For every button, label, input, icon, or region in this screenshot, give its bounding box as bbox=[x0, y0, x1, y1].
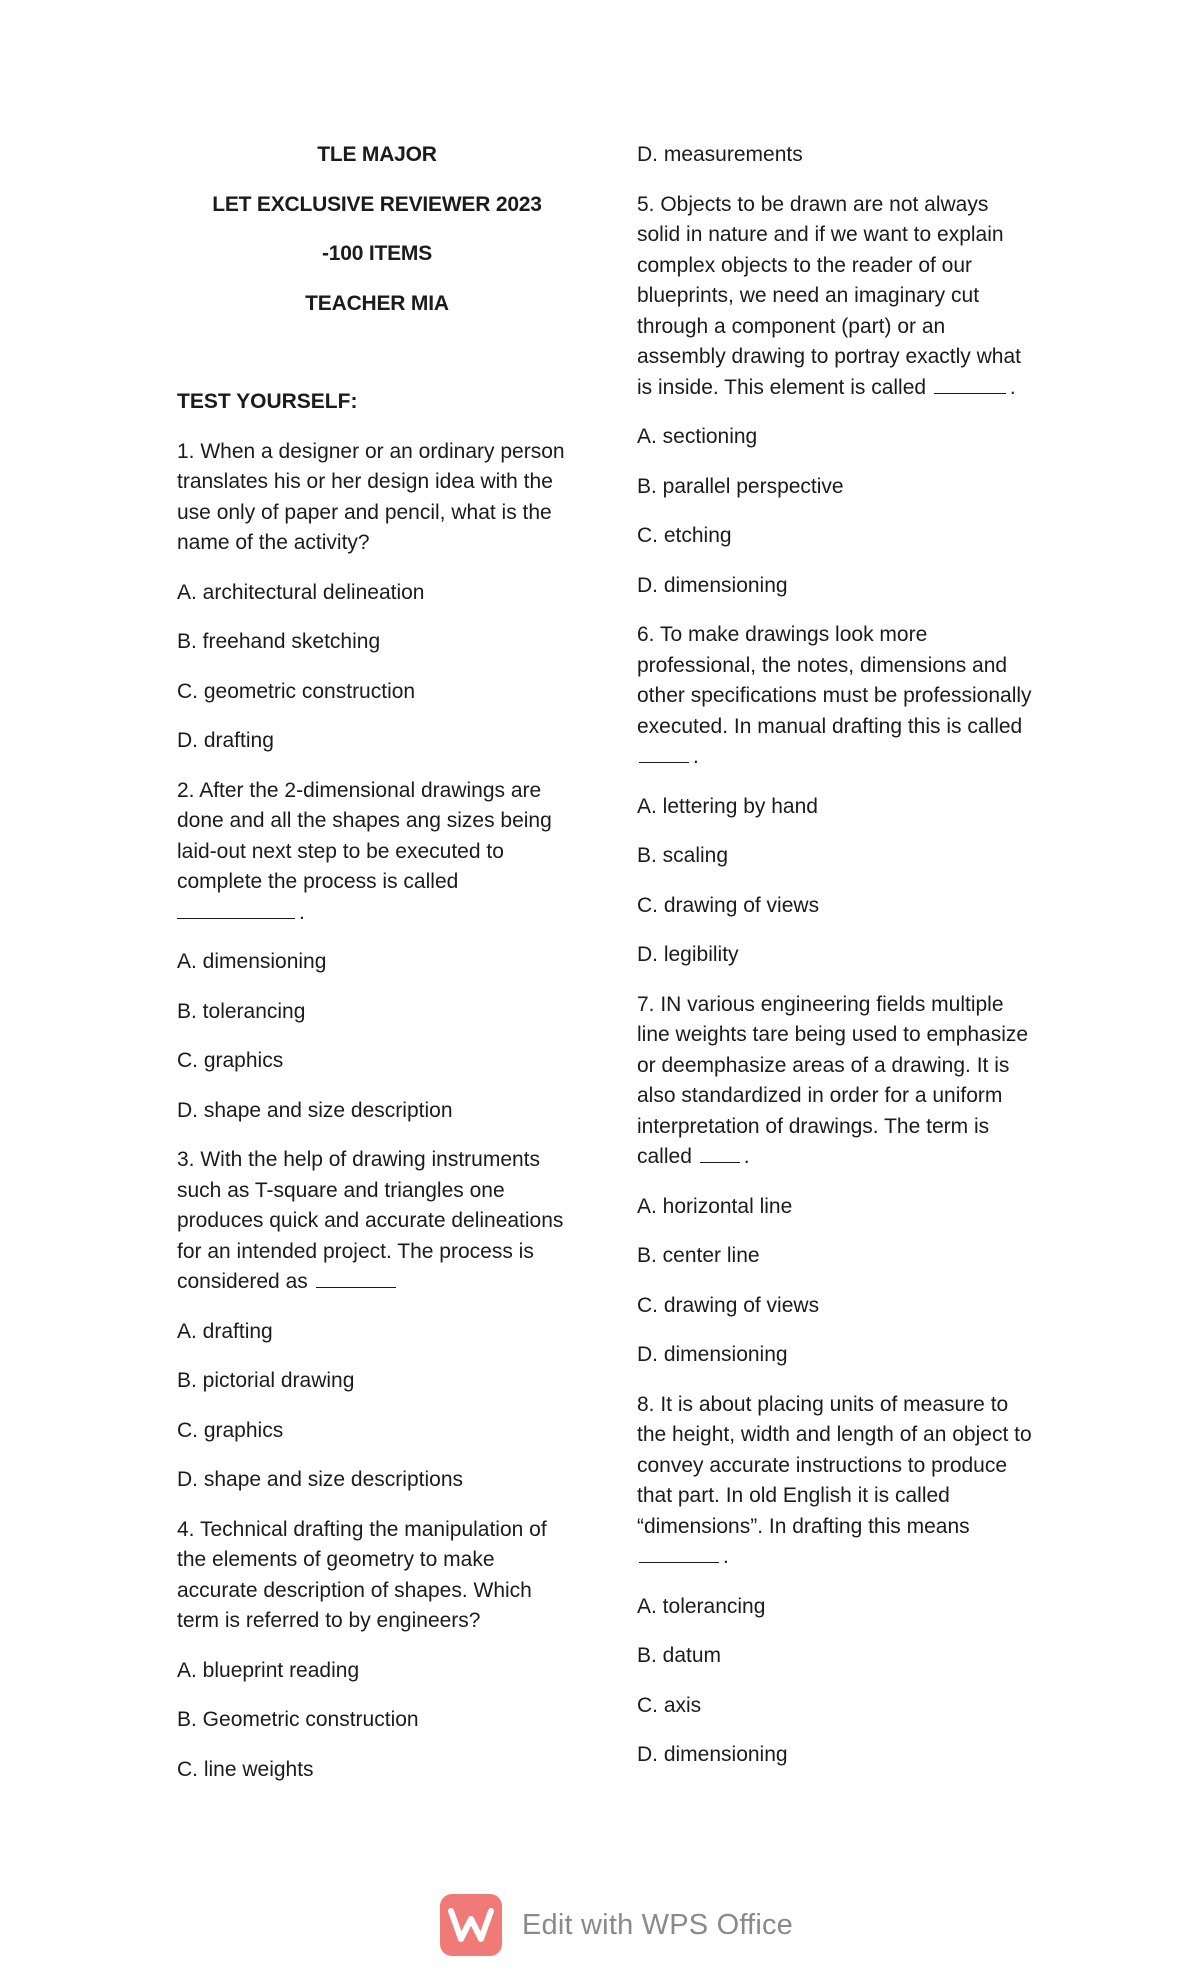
question-5-stem: 5. Objects to be drawn are not always solid in nature and if we want to explain complex objects to the reader of our blueprints, we need an imaginary cut through a component (part) or an assembly drawing to portray exactly what is inside. This element is called bbox=[637, 192, 1021, 399]
question-8-option-b: B. datum bbox=[637, 1644, 722, 1667]
question-4-option-d: D. measurements bbox=[637, 143, 803, 166]
question-7-option-c: C. drawing of views bbox=[637, 1293, 820, 1317]
title-author: TEACHER MIA bbox=[305, 291, 449, 315]
question-4-option-a: A. blueprint reading bbox=[177, 1658, 360, 1682]
question-3-option-c: C. graphics bbox=[177, 1418, 284, 1442]
answer-blank bbox=[639, 1561, 719, 1563]
question-7-option-a: A. horizontal line bbox=[637, 1194, 793, 1218]
wps-watermark[interactable] bbox=[440, 1893, 793, 1957]
question-3-stem: 3. With the help of drawing instruments such as T-square and triangles one produces quick and accurate delineations for an intended project. The process is considered as bbox=[177, 1148, 564, 1293]
question-4-option-c: C. line weights bbox=[177, 1757, 314, 1781]
answer-blank bbox=[934, 392, 1006, 394]
question-6-stem: 6. To make drawings look more professional, the notes, dimensions and other specifications must be professionally executed. In manual drafting this is called bbox=[637, 623, 1032, 738]
question-7 bbox=[637, 990, 1037, 1173]
question-2-option-a: A. dimensioning bbox=[177, 950, 327, 973]
question-5-option-d: D. dimensioning bbox=[637, 573, 788, 597]
question-2 bbox=[177, 776, 577, 929]
question-6-option-d: D. legibility bbox=[637, 943, 739, 966]
question-1-stem: 1. When a designer or an ordinary person translates his or her design idea with the use only of paper and pencil, what is the name of the activity? bbox=[177, 439, 565, 554]
answer-blank bbox=[316, 1286, 396, 1288]
question-5-stem-end: . bbox=[1009, 375, 1016, 399]
answer-blank bbox=[639, 761, 689, 763]
question-6 bbox=[637, 620, 1037, 773]
wps-watermark-label: Edit with WPS Office bbox=[522, 1908, 793, 1941]
answer-blank bbox=[177, 917, 295, 919]
question-2-option-b: B. tolerancing bbox=[177, 999, 306, 1023]
title-reviewer: LET EXCLUSIVE REVIEWER 2023 bbox=[212, 192, 542, 216]
question-2-stem: 2. After the 2-dimensional drawings are done and all the shapes ang sizes being laid-out next step to be executed to complete the process is called bbox=[177, 778, 552, 893]
question-2-stem-end: . bbox=[299, 900, 305, 924]
question-8-stem-end: . bbox=[723, 1545, 729, 1568]
right-column bbox=[637, 140, 1037, 1790]
question-7-option-d: D. dimensioning bbox=[637, 1343, 788, 1366]
question-6-option-b: B. scaling bbox=[637, 844, 729, 867]
question-8-stem: 8. It is about placing units of measure to the height, width and length of an object to convey accurate instructions to produce that part. In old English it is called “dimensions”. In drafting this means bbox=[637, 1392, 1032, 1538]
question-3-option-b: B. pictorial drawing bbox=[177, 1369, 355, 1392]
question-1-option-b: B. freehand sketching bbox=[177, 630, 381, 653]
question-2-option-c: C. graphics bbox=[177, 1049, 284, 1072]
question-8-option-a: A. tolerancing bbox=[637, 1594, 766, 1618]
question-2-option-d: D. shape and size description bbox=[177, 1098, 453, 1122]
question-6-stem-end: . bbox=[693, 745, 699, 768]
title-item-count: -100 ITEMS bbox=[321, 242, 433, 265]
wps-logo-icon bbox=[440, 1894, 502, 1956]
section-title: TEST YOURSELF: bbox=[177, 390, 358, 413]
question-5-option-b: B. parallel perspective bbox=[637, 474, 844, 498]
question-3-option-d: D. shape and size descriptions bbox=[177, 1468, 463, 1491]
title-tle-major: TLE MAJOR bbox=[317, 143, 437, 166]
question-3-option-a: A. drafting bbox=[177, 1319, 273, 1343]
question-4-option-b: B. Geometric construction bbox=[177, 1708, 419, 1731]
question-8-option-c: C. axis bbox=[637, 1693, 702, 1717]
question-8 bbox=[637, 1390, 1037, 1573]
question-5-option-a: A. sectioning bbox=[637, 425, 758, 448]
question-1-option-a: A. architectural delineation bbox=[177, 580, 425, 604]
question-1-option-d: D. drafting bbox=[177, 729, 274, 752]
question-8-option-d: D. dimensioning bbox=[637, 1743, 788, 1766]
question-7-stem: 7. IN various engineering fields multiple line weights tare being used to emphasize or deemphasize areas of a drawing. It is also standardized in order for a uniform interpretation of drawings. The term is called bbox=[637, 992, 1029, 1168]
answer-blank bbox=[700, 1161, 740, 1163]
question-5-option-c: C. etching bbox=[637, 524, 732, 547]
question-3 bbox=[177, 1145, 577, 1298]
question-6-option-a: A. lettering by hand bbox=[637, 794, 818, 818]
question-7-stem-end: . bbox=[743, 1145, 750, 1168]
question-7-option-b: B. center line bbox=[637, 1244, 760, 1267]
question-1-option-c: C. geometric construction bbox=[177, 679, 416, 703]
question-4-stem: 4. Technical drafting the manipulation of the elements of geometry to make accurate description of shapes. Which term is referred to by engineers? bbox=[177, 1517, 547, 1632]
question-5 bbox=[637, 190, 1037, 404]
question-6-option-c: C. drawing of views bbox=[637, 893, 820, 917]
left-column bbox=[177, 140, 577, 1804]
